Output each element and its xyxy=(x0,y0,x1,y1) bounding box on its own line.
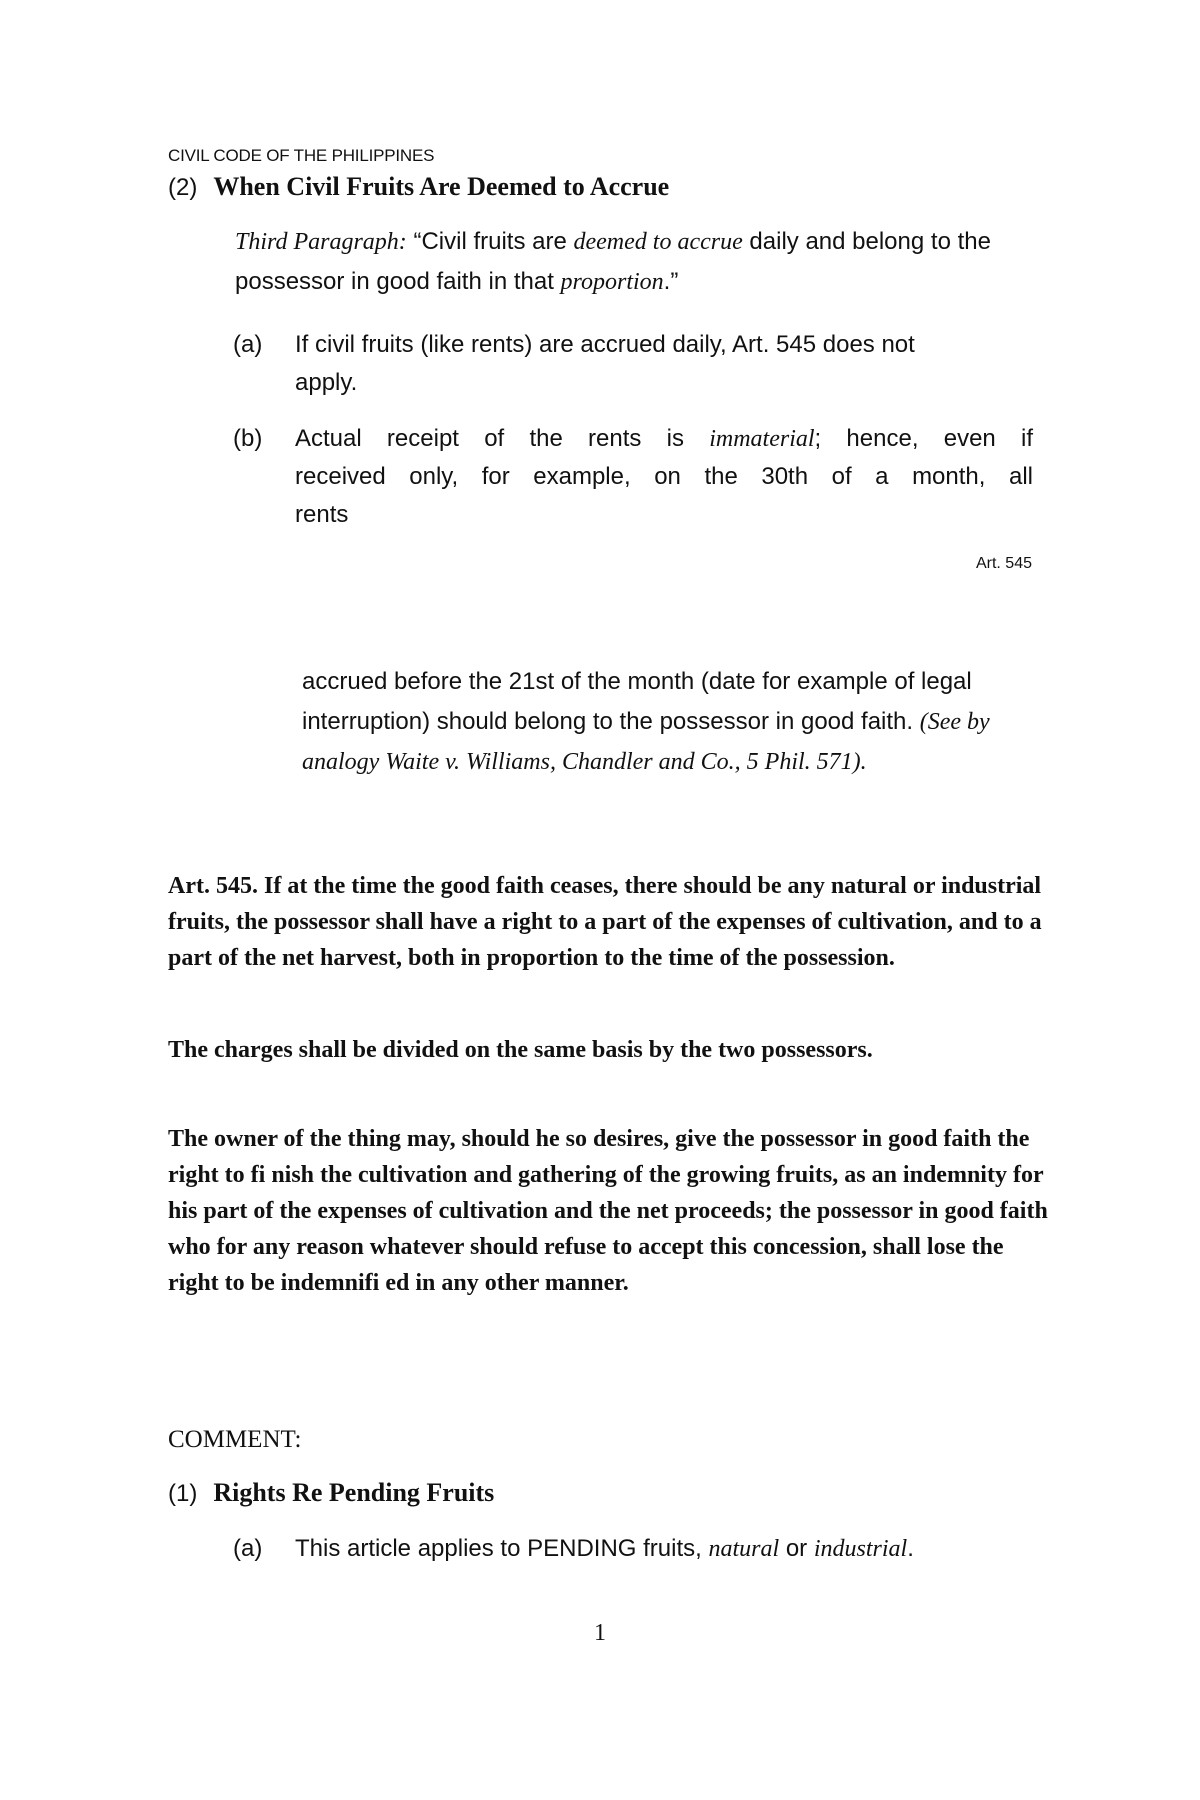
quote-emphasis: proportion xyxy=(560,269,664,295)
list-item-b xyxy=(233,420,1033,540)
running-header: CIVIL CODE OF THE PHILIPPINES xyxy=(168,146,435,165)
page-number: 1 xyxy=(594,1620,606,1646)
section-heading-2 xyxy=(168,172,669,202)
list-item-text: If civil fruits (like rents) are accrued daily, Art. 545 does not apply. xyxy=(295,331,915,396)
quoted-paragraph xyxy=(235,222,1035,302)
section-title: When Civil Fruits Are Deemed to Accrue xyxy=(213,172,670,201)
section-number: (2) xyxy=(168,174,198,201)
comment-list-item-a xyxy=(233,1530,1053,1570)
section-number: (1) xyxy=(168,1480,198,1507)
list-item-label: (a) xyxy=(233,1535,263,1562)
comment-label: COMMENT: xyxy=(168,1426,302,1453)
continuation-paragraph: accrued before the 21st of the month (date for example of legal interruption) should belong to the possessor in good faith. (See by analogy Waite v. Williams, Chandler and Co., 5 Phil. 571). xyxy=(302,668,990,775)
quote-emphasis: deemed to accrue xyxy=(573,229,743,255)
list-item-label: (b) xyxy=(233,425,263,452)
list-item-text: This article applies to PENDING fruits, natural or industrial. xyxy=(295,1535,914,1562)
section-title: Rights Re Pending Fruits xyxy=(213,1478,495,1507)
list-item-label: (a) xyxy=(233,331,263,358)
quote-text: daily and belong to the possessor in good faith in that xyxy=(235,228,991,295)
article-reference: Art. 545 xyxy=(975,555,1032,572)
quote-text: “Civil fruits are xyxy=(406,228,574,255)
article-number: Art. 545. xyxy=(168,873,258,899)
quote-lead: Third Paragraph: xyxy=(235,229,407,255)
case-citation: (See by analogy Waite v. Williams, Chandler and Co., 5 Phil. 571). xyxy=(302,709,990,775)
comment-heading-1 xyxy=(168,1478,494,1508)
quote-text: .” xyxy=(663,268,679,295)
article-paragraph-2: The charges shall be divided on the same basis by the two possessors. xyxy=(168,1037,873,1063)
list-item-a xyxy=(233,326,1033,406)
article-paragraph-3: The owner of the thing may, should he so desires, give the possessor in good faith the right to fi nish the cultivation and gathering of the growing fruits, as an indemnity for his part of the expenses of cultivation and the net proceeds; the possessor in good faith who for any reason whatever should refuse to accept this concession, shall lose the right to be indemnifi ed in any other manner. xyxy=(168,1126,1048,1296)
list-item-text: Actual receipt of the rents is immaterial; hence, even if received only, for example, on the 30th of a month, all rents xyxy=(295,425,1033,528)
article-paragraph-1: Art. 545. If at the time the good faith ceases, there should be any natural or industrial fruits, the possessor shall have a right to a part of the expenses of cultivation, and to a part of the net harvest, both in proportion to the time of the possession. xyxy=(168,873,1042,971)
